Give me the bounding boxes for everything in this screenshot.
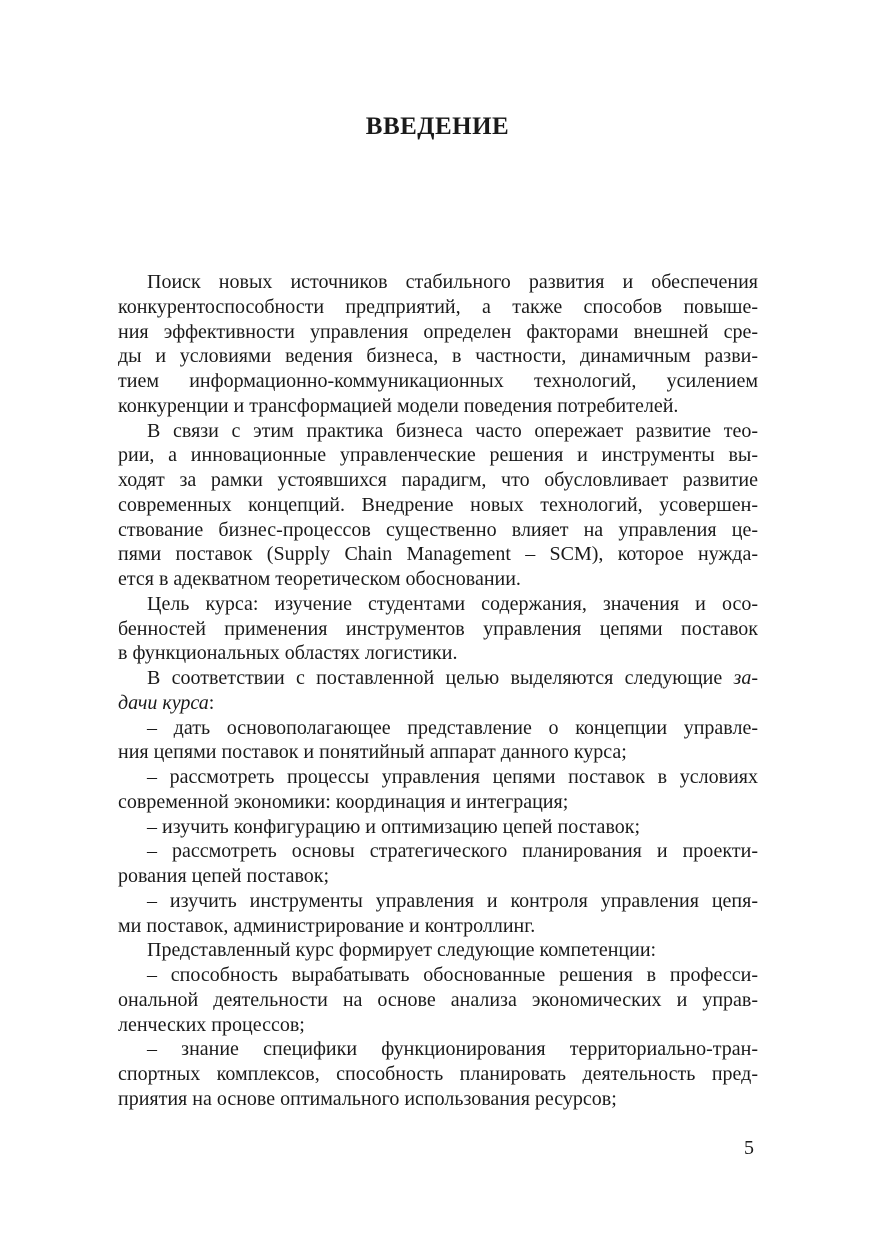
text-line: – рассмотреть процессы управления цепями поставок в условиях bbox=[147, 766, 758, 788]
text-line: конкурентоспособности предприятий, а также способов повыше- bbox=[118, 295, 758, 318]
text-segment: : bbox=[208, 691, 215, 714]
text-line: ми поставок, администрирование и контроллинг. bbox=[118, 914, 536, 937]
paragraph bbox=[118, 716, 758, 766]
text-line: Представленный курс формирует следующие компетенции: bbox=[147, 939, 657, 962]
text-line: ленческих процессов; bbox=[118, 1013, 305, 1036]
text-line: – изучить конфигурацию и оптимизацию цепей поставок; bbox=[147, 815, 641, 838]
page-number: 5 bbox=[744, 1137, 754, 1159]
paragraph bbox=[118, 765, 758, 815]
text-line: тием информационно-коммуникационных технологий, усилением bbox=[118, 370, 758, 392]
italic-text: за- bbox=[733, 667, 758, 689]
paragraph bbox=[118, 270, 758, 419]
text-line: Цель курса: изучение студентами содержания, значения и осо- bbox=[147, 592, 758, 615]
paragraph bbox=[118, 938, 758, 963]
text-line: рии, а инновационные управленческие решения и инструменты вы- bbox=[118, 444, 758, 467]
text-line: ды и условиями ведения бизнеса, в частности, динамичным разви- bbox=[118, 345, 758, 368]
paragraph bbox=[118, 815, 758, 840]
text-line: современных концепций. Внедрение новых технологий, усовершен- bbox=[118, 493, 758, 516]
text-segment: В соответствии с поставленной целью выделяются следующие bbox=[147, 667, 734, 689]
text-line: – знание специфики функционирования территориально-тран- bbox=[147, 1038, 758, 1061]
text-line: ходят за рамки устоявшихся парадигм, что обусловливает развитие bbox=[118, 469, 758, 491]
text-line: – рассмотреть основы стратегического планирования и проекти- bbox=[147, 840, 758, 863]
paragraph bbox=[118, 963, 758, 1037]
text-line: В связи с этим практика бизнеса часто опережает развитие тео- bbox=[147, 419, 758, 442]
text-line: – способность вырабатывать обоснованные решения в професси- bbox=[147, 964, 758, 986]
text-line: ональной деятельности на основе анализа экономических и управ- bbox=[118, 988, 758, 1011]
paragraph bbox=[118, 1037, 758, 1111]
paragraph bbox=[118, 839, 758, 889]
text-line: пями поставок (Supply Chain Management – SCM), которое нужда- bbox=[118, 543, 758, 566]
text-line: ствование бизнес-процессов существенно влияет на управления це- bbox=[118, 518, 758, 541]
paragraph bbox=[118, 666, 758, 716]
text-line: Поиск новых источников стабильного развития и обеспечения bbox=[147, 271, 758, 293]
text-line: приятия на основе оптимального использования ресурсов; bbox=[118, 1087, 617, 1110]
text-line: в функциональных областях логистики. bbox=[118, 642, 458, 665]
text-line: конкуренции и трансформацией модели поведения потребителей. bbox=[118, 394, 679, 417]
text-line: бенностей применения инструментов управления цепями поставок bbox=[118, 617, 758, 640]
text-line: рования цепей поставок; bbox=[118, 865, 330, 887]
paragraph bbox=[118, 419, 758, 592]
text-line: современной экономики: координация и интеграция; bbox=[118, 790, 569, 813]
paragraph bbox=[118, 889, 758, 939]
document-body bbox=[118, 270, 758, 1112]
italic-text: дачи курса bbox=[118, 691, 209, 714]
text-line bbox=[118, 666, 758, 691]
page-title: ВВЕДЕНИЕ bbox=[365, 113, 510, 140]
text-line: – изучить инструменты управления и контроля управления цепя- bbox=[147, 889, 758, 912]
text-line: спортных комплексов, способность планировать деятельность пред- bbox=[118, 1063, 758, 1085]
text-line: ния цепями поставок и понятийный аппарат данного курса; bbox=[118, 741, 627, 764]
paragraph bbox=[118, 592, 758, 666]
text-line: ется в адекватном теоретическом обосновании. bbox=[118, 568, 521, 590]
text-line bbox=[118, 691, 758, 716]
text-line: – дать основополагающее представление о концепции управле- bbox=[147, 716, 758, 739]
text-line: ния эффективности управления определен факторами внешней сре- bbox=[118, 320, 758, 343]
